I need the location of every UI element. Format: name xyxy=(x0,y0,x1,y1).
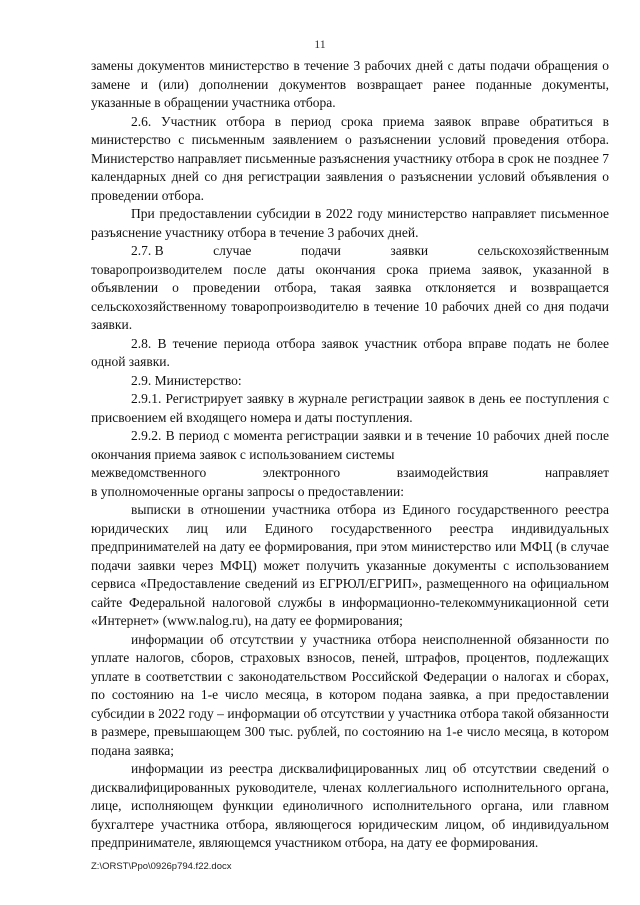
word: взаимодействия xyxy=(396,465,489,480)
paragraph-2-9-2-split-line xyxy=(91,464,609,483)
paragraph-2-9-2-end: в уполномоченные органы запросы о предоставлении: xyxy=(91,483,404,499)
paragraph-disqualified-registry: информации из реестра дисквалифицированных лиц об отсутствии сведений о дисквалифицированных руководителе, членах коллегиального исполнительного органа, лице, исполняющем функции единоличного исполнительного органа, или главном бухгалтере участника отбора, являющегося юридическим лицом, об индивидуальном предпринимателе, являющемся участником отбора, на дату ее формирования. xyxy=(91,761,609,850)
paragraph-2022-clarification: При предоставлении субсидии в 2022 году министерство направляет письменное разъяснение участнику отбора в течение 3 рабочих дней. xyxy=(91,206,609,240)
paragraph-2-6: 2.6. Участник отбора в период срока приема заявок вправе обратиться в министерство с письменным заявлением о разъяснении условий проведения отбора. Министерство направляет письменные разъяснения участнику отбора в срок не позднее 7 календарных дней со дня регистрации заявления о разъяснении условий объявления о проведении отбора. xyxy=(91,113,609,203)
paragraph-egrul-extract: выписки в отношении участника отбора из Единого государственного реестра юридических лиц или Единого государственного реестра индивидуальных предпринимателей на дату ее формирования, при этом министерство или МФЦ (в случае подачи заявки через МФЦ) может получить указанные документы с использованием сервиса «Предоставление сведений из ЕГРЮЛ/ЕГРИП», размещенного на официальном сайте Федеральной налоговой службы в информационно-телекоммуникационной сети «Интернет» (www.nalog.ru), на дату ее формирования; xyxy=(91,502,609,628)
paragraph-2-7-first-line xyxy=(91,242,609,261)
document-body xyxy=(91,57,609,853)
word: электронного xyxy=(262,465,341,480)
page-number: 11 xyxy=(314,37,326,51)
word: сельскохозяйственным xyxy=(477,243,609,258)
word: случае xyxy=(213,243,252,258)
word: направляет xyxy=(544,465,609,480)
paragraph-2-8: 2.8. В течение периода отбора заявок участник отбора вправе подать не более одной заявки. xyxy=(91,335,609,369)
footer-file-path: Z:\ORST\Ppo\0926p794.f22.docx xyxy=(91,861,232,872)
paragraph-2-9-2: 2.9.2. В период с момента регистрации заявки и в течение 10 рабочих дней после окончания приема заявок с использованием системы xyxy=(91,428,609,462)
paragraph-2-9-1: 2.9.1. Регистрирует заявку в журнале регистрации заявок в день ее поступления с присвоением ей входящего номера и даты поступления. xyxy=(91,391,609,425)
paragraph: замены документов министерство в течение 3 рабочих дней с даты подачи обращения о замене и (или) дополнении документов возвращает ранее поданные документы, указанные в обращении участника отбора. xyxy=(91,58,609,110)
word: заявки xyxy=(390,243,429,258)
word: подачи xyxy=(300,243,341,258)
paragraph-tax-debt-info: информации об отсутствии у участника отбора неисполненной обязанности по уплате налогов, сборов, страховых взносов, пеней, штрафов, процентов, подлежащих уплате в соответствии с законодательством Российской Федерации о налогах и сборах, по состоянию на 1-е число месяца, в котором подана заявка, а при предоставлении субсидии в 2022 году – информации об отсутствии у участника отбора такой обязанности в размере, превышающем 300 тыс. рублей, по состоянию на 1-е число месяца, в котором подана заявка; xyxy=(91,631,609,758)
paragraph-2-7-rest: товаропроизводителем после даты окончания срока приема заявок, указанной в объявлении о проведении отбора, такая заявка отклоняется и возвращается сельскохозяйственному товаропроизводителю в течение 10 рабочих дней со дня подачи заявки. xyxy=(91,261,609,332)
word: 2.7. В xyxy=(131,243,164,258)
word: межведомственного xyxy=(91,465,207,480)
paragraph-2-9: 2.9. Министерство: xyxy=(131,372,242,388)
